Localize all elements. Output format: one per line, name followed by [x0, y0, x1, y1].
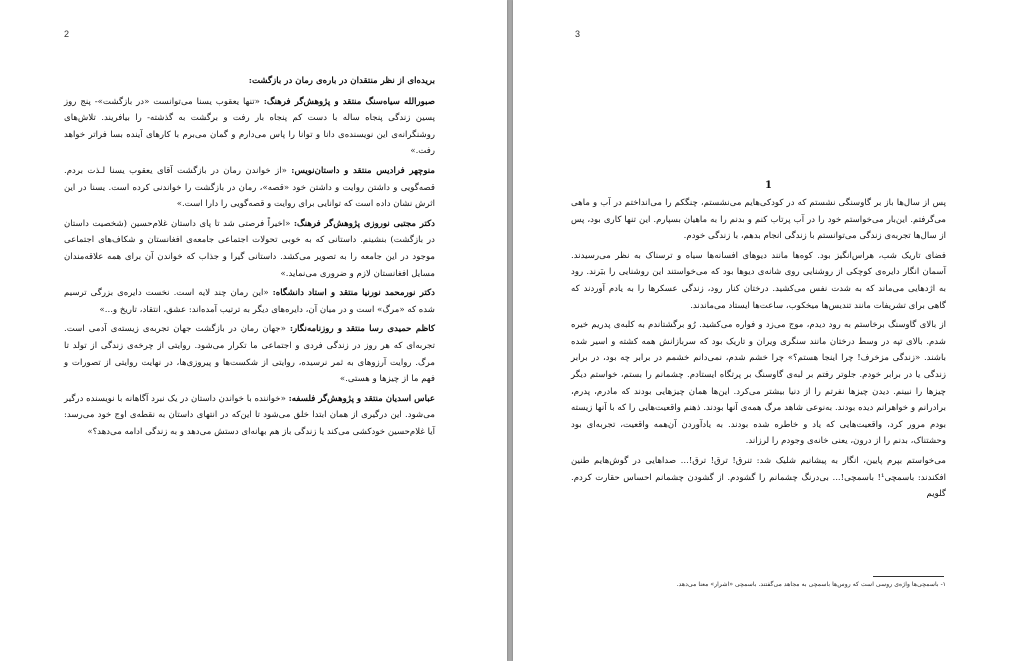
section-heading: بریده‌ای از نظر منتقدان در باره‌ی رمان در بازگشت:	[248, 76, 435, 86]
critic-quote: «تنها یعقوب یسنا می‌توانست «در بازگشت»- پنج روز پسین زندگی پنجاه ساله با دست کم پنجاه بار رفت و برگشت به گذشته- را بیافریند. تلاش‌های روشنگرانه‌ی این نویسنده‌ی دانا و توانا را پاس می‌دارم و گمان می‌برم با کارهای آینده بسا فراتر خواهد رفت.»	[64, 96, 435, 157]
critic-quote: «از خواندن رمان در بازگشت آقای یعقوب یسنا لـذت بردم. قصه‌گویی و داشتن روایت و داشتن خود «قصه»، رمان در بازگشت را خواندنی کرده است. یسنا در این اثرش نشان داده است که توانایی برای روایت و قصه‌گویی را دارا است.»	[64, 165, 435, 210]
critic-quote: «اخیراً فرصتی شد تا پای داستان غلام‌حسین (شخصیت داستان در بازگشت) بنشینم. داستانی که به خوبی تحولات اجتماعی جامعه‌ی افغانستان و شکاف‌های اجتماعی موجود در این جامعه را به تصویر می‌کشد. داستانی گیرا و جذاب که خواندن آن برای همه علاقه‌مندان مسایل افغانستان لازم و ضروری می‌نماید.»	[64, 218, 435, 279]
critic-quote: «این رمان چند لایه است. نخست دایره‌ی بزرگی ترسیم شده که «مرگ» است و در میان آن، دایره‌های دیگر به ترتیب آمده‌اند: عشق، انتقاد، تاریخ و...»	[64, 288, 435, 315]
body-paragraph: فضای تاریک شب، هراس‌انگیز بود. کوه‌ها مانند دیوهای افسانه‌ها سیاه و ترسناک به نظر می‌رسیدند. آسمان انگار دایره‌ی کوچکی از روشنایی روی شانه‌ی دیوها بود که می‌خواستند این روشنایی را ببَرند. رود به اژدهایی می‌ماند که به شدت نفس می‌کشید. درختان کنار رود، زندگی عسکرها را به یادم آوردند که گاهی برای تشریفات مانند تندیس‌ها میخکوب، ساعت‌ها ایستاد می‌ماندند.	[571, 250, 946, 311]
critics-section	[64, 73, 435, 443]
critic-quote: «خواننده با خواندن داستان در یک نبرد آگاهانه با نویسنده درگیر می‌شود. این درگیری از همان ابتدا خلق می‌شود تا این‌که در انتهای داستان به نقطه‌ی اوج خود می‌رسد: آیا غلام‌حسین خودکشی می‌کند یا زندگی باز هم بهانه‌ای دستش می‌دهد و به زندگی ادامه می‌دهد؟»	[64, 393, 435, 437]
critic-entry	[64, 391, 435, 441]
critic-name: دکتر نورمحمد نورنیا منتقد و استاد دانشگاه:	[272, 288, 436, 299]
critic-name: کاظم حمیدی رسا منتقد و روزنامه‌نگار:	[289, 324, 435, 335]
critic-entry	[64, 94, 435, 160]
right-page	[513, 0, 1024, 661]
critic-entry	[64, 285, 435, 318]
page-number: 2	[64, 29, 70, 39]
left-page	[0, 0, 507, 661]
chapter-number: 1	[765, 180, 772, 191]
critic-name: عباس اسدیان منتقد و پژوهش‌گر فلسفه:	[288, 393, 436, 404]
critic-name: صبورالله سیاه‌سنگ منتقد و پژوهش‌گر فرهنگ:	[263, 96, 435, 107]
critic-quote: «جهان رمان در بازگشت جهان تجربه‌ی زیسته‌ی آدمی است. تجربه‌ای که هر روز در زندگی فردی و اجتماعی ما تکرار می‌شود. روایتی از چرخه‌ی زندگی از تولد تا مرگ. روایت آرزوهای به ثمر نرسیده، روایتی از شکست‌ها و پیروزی‌ها، در نهایت روایتی از تصورات و فهم ما از چیزها و هستی.»	[64, 324, 435, 385]
critic-entry	[64, 216, 435, 282]
critic-name: دکتر مجتبی نوروزی پژوهش‌گر فرهنگ:	[293, 218, 436, 229]
footnote-divider	[873, 576, 944, 577]
footnote: ۱- باسمچی‌ها واژه‌ی روسی است که روس‌ها باسمچی به مجاهد می‌گفتند. باسمچی «اشرار» معنا می‌دهد.	[676, 581, 946, 588]
critic-entry	[64, 163, 435, 213]
chapter-body	[571, 195, 946, 506]
body-paragraph: از بالای گاوسنگ برخاستم به رود دیدم، موج می‌زد و فواره می‌کشید. رُو برگشتاندم به کلبه‌ی پدریم خیره شدم. بالای تپه در وسط درختان مانند سنگری ویران و تاریک بود که سربازانش همه کشته و اسیر شده باشند. «زندگی مزخرف! چرا اینجا هستم؟» چرا خشم شدم، نمی‌دانم خشمم در برابر چه بود، در برابر زندگی یا در برابر خودم. جلوتر رفتم بر لبه‌ی گاوسنگ بر پرتگاه ایستادم. چشمانم را بستم، خواستم دیگر چیزها را نبینم. دیدن چیزها نفرتم را از دنیا بیشتر می‌کرد. این‌ها همان چیزهایی بودند که مادرم، پدرم، برادرانم و خواهرانم دیده بودند. به‌نوعی شاهد مرگ همه‌ی آنها بودند. ذهنم واقعیت‌هایی را که با آنها زیسته بودم مرور کرد، واقعیت‌هایی که یاد و خاطره شده بودند. به یادآوردن آن‌همه واقعیت، تجربه‌ای بود وحشتناک، بدنم را از درون، یعنی خانه‌ی وجودم را لرزاند.	[571, 320, 946, 447]
page-number: 3	[575, 29, 581, 39]
body-paragraph: پس از سال‌ها باز بر گاوسنگی نشستم که در کودکی‌هایم می‌نشستم، چنگکم را می‌انداختم در آب و ماهی می‌گرفتم. این‌بار می‌خواستم خود را در آب پرتاب کنم و بدنم را به ماهیان بسپارم. این تنها کاری بود، پس از سال‌ها تجربه‌ی زندگی می‌توانستم با زندگی انجام بدهم، با زندگی خودم.	[571, 198, 946, 242]
body-paragraph: می‌خواستم بپرم پایین، انگار به پیشانیم شلیک شد: تنرق! ترق! ترق!... صداهایی در گوش‌هایم طنین افکندند: باسمچی¹! باسمچی!... بی‌درنگ چشمانم را گشودم. از گشودن چشمانم احساس حقارت کردم. گلویم	[571, 455, 947, 500]
critic-entry	[64, 321, 435, 387]
critic-name: منوچهر فرادیس منتقد و داستان‌نویس:	[291, 165, 436, 176]
